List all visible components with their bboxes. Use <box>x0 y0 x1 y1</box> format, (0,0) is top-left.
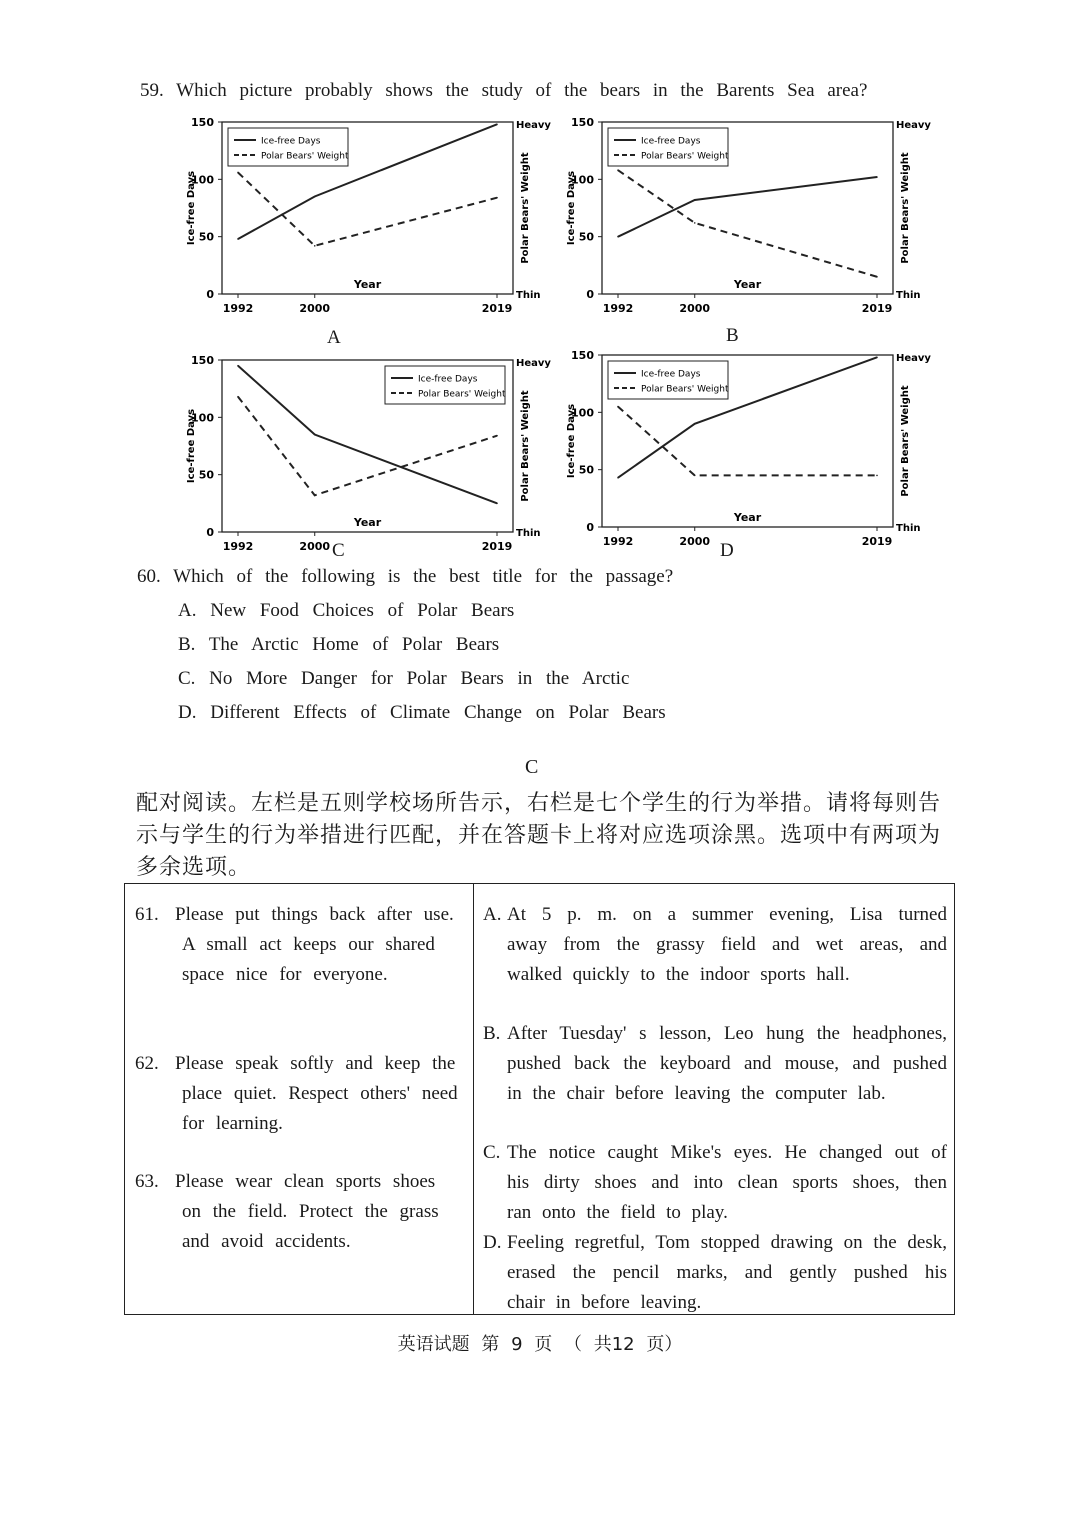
y-axis-title-right: Polar Bears' Weight <box>900 385 911 497</box>
chart-svg <box>560 345 931 560</box>
y-axis-title-left: Ice-free Days <box>186 408 197 484</box>
y-axis-title-left: Ice-free Days <box>566 403 577 479</box>
chart-svg <box>560 112 931 327</box>
series-line-bear-weight <box>238 173 497 246</box>
data-point <box>237 238 239 240</box>
y-axis-title-left: Ice-free Days <box>566 170 577 246</box>
right-bottom-label: Thin <box>896 290 921 301</box>
student-b <box>483 1019 947 1109</box>
student-a <box>483 900 947 990</box>
notice-61 <box>135 900 465 990</box>
data-point <box>496 123 498 125</box>
notice-number: 61. <box>135 904 159 925</box>
data-point <box>314 245 316 247</box>
data-point <box>496 435 498 437</box>
option-b: B. The Arctic Home of Polar Bears <box>178 634 500 655</box>
series-line-ice-free-days <box>618 177 877 237</box>
data-point <box>617 169 619 171</box>
student-text: The notice caught Mike's eyes. He changed out of his dirty shoes and into clean sports shoes, then ran onto the field to play. <box>507 1142 947 1223</box>
chart-svg <box>180 112 551 327</box>
data-point <box>876 475 878 477</box>
y-tick-label: 0 <box>206 526 214 539</box>
data-point <box>617 236 619 238</box>
x-tick-label: 1992 <box>222 540 254 553</box>
y-axis-title-left: Ice-free Days <box>186 170 197 246</box>
chart-a <box>180 112 551 327</box>
x-tick-label: 2019 <box>481 302 513 315</box>
chart-label-d: D <box>720 540 734 561</box>
right-bottom-label: Thin <box>516 290 541 301</box>
option-c: C. No More Danger for Polar Bears in the Arctic <box>178 668 630 689</box>
student-d <box>483 1228 947 1318</box>
x-tick-label: 2000 <box>679 535 711 548</box>
student-text: After Tuesday' s lesson, Leo hung the headphones, pushed back the keyboard and mouse, and pushed in the chair before leaving the computer lab. <box>507 1023 947 1104</box>
student-label: B. <box>483 1023 501 1044</box>
data-point <box>237 172 239 174</box>
y-tick-label: 100 <box>191 411 214 425</box>
notice-text: Please put things back after use. A small act keeps our shared space nice for everyone. <box>175 904 454 985</box>
y-tick-label: 100 <box>191 173 214 187</box>
legend-label: Polar Bears' Weight <box>641 151 729 162</box>
option-d: D. Different Effects of Climate Change on Polar Bears <box>178 702 666 723</box>
legend-label: Polar Bears' Weight <box>261 151 349 162</box>
x-tick-label: 1992 <box>602 535 634 548</box>
data-point <box>876 176 878 178</box>
notice-number: 62. <box>135 1053 159 1074</box>
y-tick-label: 50 <box>578 230 594 244</box>
x-tick-label: 2000 <box>679 302 711 315</box>
data-point <box>694 423 696 425</box>
right-top-label: Heavy <box>896 353 931 364</box>
student-label: A. <box>483 904 502 925</box>
y-tick-label: 150 <box>571 116 594 129</box>
x-axis-title: Year <box>733 511 762 524</box>
series-line-bear-weight <box>618 170 877 277</box>
data-point <box>876 356 878 358</box>
y-axis-title-right: Polar Bears' Weight <box>520 152 531 264</box>
student-label: D. <box>483 1232 502 1253</box>
notice-text: Please speak softly and keep the place quiet. Respect others' need for learning. <box>175 1053 458 1134</box>
option-a: A. New Food Choices of Polar Bears <box>178 600 515 621</box>
data-point <box>617 477 619 479</box>
legend-label: Polar Bears' Weight <box>418 389 506 400</box>
y-tick-label: 150 <box>191 354 214 367</box>
data-point <box>694 199 696 201</box>
y-tick-label: 50 <box>578 463 594 477</box>
legend-label: Ice-free Days <box>641 136 701 147</box>
x-tick-label: 2000 <box>299 540 331 553</box>
x-axis-title: Year <box>353 278 382 291</box>
y-tick-label: 0 <box>206 288 214 301</box>
chart-label-b: B <box>726 325 739 346</box>
legend-label: Ice-free Days <box>641 369 701 380</box>
right-top-label: Heavy <box>896 120 931 131</box>
y-tick-label: 150 <box>571 349 594 362</box>
chart-label-a: A <box>327 327 341 348</box>
data-point <box>694 475 696 477</box>
matching-table <box>124 883 955 1315</box>
right-bottom-label: Thin <box>896 523 921 534</box>
data-point <box>617 406 619 408</box>
x-tick-label: 1992 <box>602 302 634 315</box>
y-tick-label: 0 <box>586 288 594 301</box>
notice-number: 63. <box>135 1171 159 1192</box>
data-point <box>876 276 878 278</box>
x-tick-label: 2019 <box>861 535 893 548</box>
legend-label: Ice-free Days <box>261 136 321 147</box>
page-footer: 英语试题 第 9 页 （ 共12 页） <box>397 1334 683 1355</box>
chart-svg <box>180 350 551 565</box>
section-instructions: 配对阅读。左栏是五则学校场所告示，右栏是七个学生的行为举措。请将每则告示与学生的行为举措进行匹配，并在答题卡上将对应选项涂黑。选项中有两项为多余选项。 <box>136 791 942 880</box>
series-line-bear-weight <box>238 397 497 496</box>
data-point <box>496 503 498 505</box>
section-letter: C <box>525 756 539 778</box>
column-divider <box>473 884 474 1314</box>
student-text: At 5 p. m. on a summer evening, Lisa turned away from the grassy field and wet areas, and walked quickly to the indoor sports hall. <box>507 904 947 985</box>
student-c <box>483 1138 947 1228</box>
x-axis-title: Year <box>733 278 762 291</box>
y-axis-title-right: Polar Bears' Weight <box>900 152 911 264</box>
x-axis-title: Year <box>353 516 382 529</box>
y-tick-label: 0 <box>586 521 594 534</box>
student-label: C. <box>483 1142 501 1163</box>
chart-d <box>560 345 931 560</box>
series-line-bear-weight <box>618 407 877 476</box>
chart-label-c: C <box>332 540 345 561</box>
legend-label: Polar Bears' Weight <box>641 384 729 395</box>
y-tick-label: 100 <box>571 406 594 420</box>
data-point <box>237 365 239 367</box>
y-tick-label: 50 <box>198 230 214 244</box>
notice-62 <box>135 1049 465 1139</box>
x-tick-label: 2019 <box>481 540 513 553</box>
student-text: Feeling regretful, Tom stopped drawing on the desk, erased the pencil marks, and gently pushed his chair in before leaving. <box>507 1232 947 1313</box>
data-point <box>237 396 239 398</box>
data-point <box>314 434 316 436</box>
y-tick-label: 150 <box>191 116 214 129</box>
data-point <box>314 495 316 497</box>
x-tick-label: 2019 <box>861 302 893 315</box>
chart-c <box>180 350 551 565</box>
notice-text: Please wear clean sports shoes on the field. Protect the grass and avoid accidents. <box>175 1171 439 1252</box>
question-59: 59. Which picture probably shows the study of the bears in the Barents Sea area? <box>140 80 868 101</box>
y-tick-label: 100 <box>571 173 594 187</box>
notice-63 <box>135 1167 465 1257</box>
x-tick-label: 1992 <box>222 302 254 315</box>
data-point <box>314 196 316 198</box>
right-bottom-label: Thin <box>516 528 541 539</box>
data-point <box>694 222 696 224</box>
legend-label: Ice-free Days <box>418 374 478 385</box>
chart-b <box>560 112 931 327</box>
right-top-label: Heavy <box>516 358 551 369</box>
x-tick-label: 2000 <box>299 302 331 315</box>
question-60: 60. Which of the following is the best title for the passage? <box>137 566 674 587</box>
data-point <box>496 197 498 199</box>
y-axis-title-right: Polar Bears' Weight <box>520 390 531 502</box>
right-top-label: Heavy <box>516 120 551 131</box>
y-tick-label: 50 <box>198 468 214 482</box>
